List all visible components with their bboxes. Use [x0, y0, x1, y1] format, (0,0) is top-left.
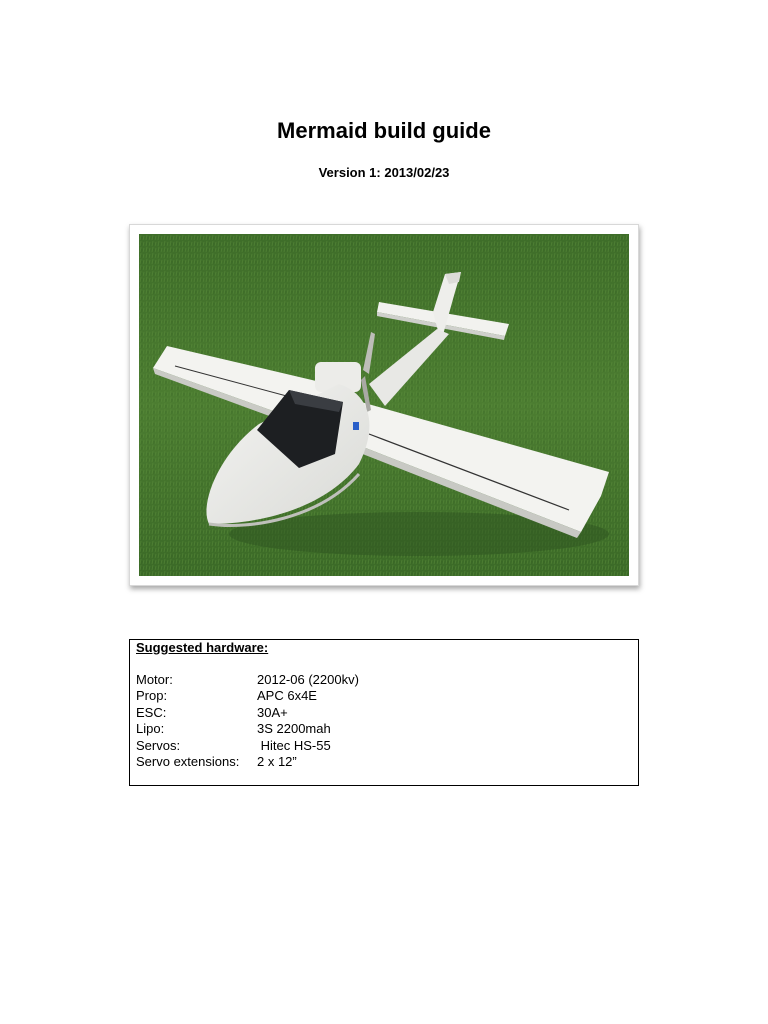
hardware-label: Prop:	[136, 688, 168, 704]
aircraft-photo-image	[139, 234, 629, 576]
hardware-row-servos	[136, 738, 359, 754]
hardware-label: Lipo:	[136, 721, 165, 737]
hardware-value: 3S 2200mah	[257, 721, 331, 737]
hardware-value: 30A+	[257, 704, 288, 720]
suggested-hardware-box	[129, 639, 639, 786]
hardware-value: 2 x 12”	[257, 753, 297, 769]
aircraft-photo	[129, 224, 639, 586]
hardware-label: ESC:	[136, 704, 167, 720]
document-version: Version 1: 2013/02/23	[318, 165, 450, 180]
hardware-label: Servos:	[136, 737, 181, 753]
hardware-row-lipo	[136, 721, 359, 737]
hardware-list	[136, 672, 359, 770]
hardware-value: Hitec HS-55	[257, 737, 331, 753]
hardware-label: Servo extensions:	[136, 753, 240, 769]
hardware-value: APC 6x4E	[257, 688, 317, 704]
document-title: Mermaid build guide	[277, 118, 491, 143]
hardware-row-prop	[136, 688, 359, 704]
hardware-heading: Suggested hardware:	[136, 640, 269, 655]
hardware-row-motor	[136, 672, 359, 688]
hardware-row-servo-extensions	[136, 754, 359, 770]
hardware-row-esc	[136, 705, 359, 721]
hardware-label: Motor:	[136, 672, 173, 687]
hardware-value: 2012-06 (2200kv)	[257, 672, 359, 687]
